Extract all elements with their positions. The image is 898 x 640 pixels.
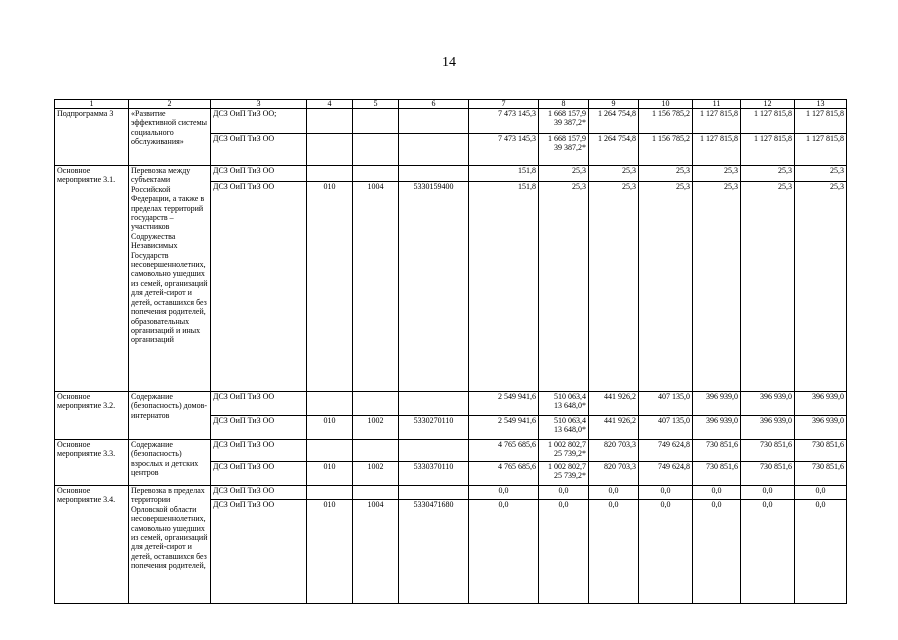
value-cell: 0,0	[639, 486, 693, 500]
table-row	[55, 166, 847, 182]
value-line: 1 002 802,7	[548, 462, 586, 471]
code-cell	[399, 440, 469, 462]
code-cell: 5330370110	[399, 462, 469, 486]
code-cell: 010	[307, 416, 353, 440]
code-cell	[353, 486, 399, 500]
executor-cell: ДСЗ ОиП ТиЗ ОО	[211, 462, 307, 486]
page-number: 14	[442, 55, 456, 70]
code-cell	[353, 166, 399, 182]
header-cell: 9	[589, 100, 639, 109]
event-title: Содержание (безопасность) домов-интернатов	[129, 392, 211, 440]
executor-cell: ДСЗ ОиП ТиЗ ОО	[211, 392, 307, 416]
value-cell: 25,3	[693, 166, 741, 182]
value-line: 13 648,0*	[554, 425, 586, 435]
value-cell: 1 127 815,8	[693, 134, 741, 166]
code-cell	[307, 392, 353, 416]
event-label: Основное мероприятие 3.1.	[55, 166, 129, 392]
program-title: «Развитие эффективной системы социального обслуживания»	[129, 109, 211, 166]
value-cell: 25,3	[589, 166, 639, 182]
value-cell: 4 765 685,6	[469, 462, 539, 486]
code-cell: 1002	[353, 416, 399, 440]
executor-cell: ДСЗ ОиП ТиЗ ОО	[211, 166, 307, 182]
value-cell: 1 264 754,8	[589, 134, 639, 166]
value-cell: 2 549 941,6	[469, 416, 539, 440]
value-cell: 4 765 685,6	[469, 440, 539, 462]
event-label: Основное мероприятие 3.4.	[55, 486, 129, 604]
budget-table	[54, 99, 847, 604]
value-cell: 1 156 785,2	[639, 109, 693, 134]
header-cell: 13	[795, 100, 847, 109]
value-cell: 151,8	[469, 182, 539, 392]
event-title: Содержание (безопасность) взрослых и детских центров	[129, 440, 211, 486]
value-cell	[539, 166, 589, 182]
executor-cell: ДСЗ ОиП ТиЗ ОО	[211, 182, 307, 392]
value-cell: 25,3	[693, 182, 741, 392]
value-cell: 441 926,2	[589, 392, 639, 416]
value-line: 25 739,2*	[554, 449, 586, 459]
value-cell: 1 264 754,8	[589, 109, 639, 134]
code-cell	[307, 486, 353, 500]
code-cell	[399, 134, 469, 166]
value-line: 0,0	[558, 486, 569, 495]
value-cell: 0,0	[795, 486, 847, 500]
executor-cell: ДСЗ ОиП ТиЗ ОО	[211, 500, 307, 604]
value-cell: 7 473 145,3	[469, 134, 539, 166]
value-cell: 1 127 815,8	[741, 109, 795, 134]
value-cell: 730 851,6	[795, 462, 847, 486]
code-cell	[399, 109, 469, 134]
table-row	[55, 109, 847, 134]
event-title: Перевозка между субъектами Российской Федерации, а также в пределах территорий государств – участников Содружества Независимых Государств несовершеннолетних, самовольно ушедших из семей, организаций для детей-сирот и детей, оставшихся без попечения родителей, образовательных организаций и иных организаций	[129, 166, 211, 392]
code-cell	[399, 392, 469, 416]
code-cell: 5330270110	[399, 416, 469, 440]
value-line: 510 063,4	[554, 392, 586, 401]
table-row	[55, 392, 847, 416]
value-line: 39 387,2*	[554, 118, 586, 128]
value-cell: 2 549 941,6	[469, 392, 539, 416]
header-cell: 7	[469, 100, 539, 109]
value-cell: 820 703,3	[589, 462, 639, 486]
value-cell: 441 926,2	[589, 416, 639, 440]
value-cell	[539, 182, 589, 392]
header-cell: 1	[55, 100, 129, 109]
value-cell: 0,0	[469, 486, 539, 500]
code-cell	[307, 109, 353, 134]
code-cell: 010	[307, 182, 353, 392]
header-cell: 10	[639, 100, 693, 109]
value-cell	[539, 486, 589, 500]
code-cell	[353, 109, 399, 134]
code-cell: 1002	[353, 462, 399, 486]
executor-cell: ДСЗ ОиП ТиЗ ОО	[211, 134, 307, 166]
value-cell: 396 939,0	[693, 416, 741, 440]
code-cell	[307, 166, 353, 182]
value-cell	[539, 392, 589, 416]
value-line: 25 739,2*	[554, 471, 586, 481]
code-cell	[353, 392, 399, 416]
value-line: 1 668 157,9	[548, 134, 586, 143]
value-cell: 0,0	[639, 500, 693, 604]
value-cell: 1 127 815,8	[741, 134, 795, 166]
value-cell: 730 851,6	[693, 462, 741, 486]
event-title: Перевозка в пределах территории Орловской области несовершеннолетних, самовольно ушедших из семей, организаций для детей-сирот и детей, оставшихся без попечения родителей,	[129, 486, 211, 604]
code-cell: 1004	[353, 182, 399, 392]
value-cell: 396 939,0	[795, 392, 847, 416]
value-cell: 25,3	[639, 166, 693, 182]
header-cell: 8	[539, 100, 589, 109]
value-cell: 396 939,0	[741, 416, 795, 440]
value-cell: 730 851,6	[741, 462, 795, 486]
code-cell	[353, 440, 399, 462]
code-cell: 5330471680	[399, 500, 469, 604]
value-cell: 1 127 815,8	[795, 134, 847, 166]
value-line: 13 648,0*	[554, 401, 586, 411]
value-cell: 396 939,0	[693, 392, 741, 416]
value-line: 25,3	[572, 166, 586, 175]
value-cell: 0,0	[589, 500, 639, 604]
value-cell	[539, 134, 589, 166]
value-cell: 730 851,6	[795, 440, 847, 462]
value-cell: 1 156 785,2	[639, 134, 693, 166]
header-cell: 4	[307, 100, 353, 109]
code-cell	[307, 440, 353, 462]
value-cell: 25,3	[795, 166, 847, 182]
executor-cell: ДСЗ ОиП ТиЗ ОО	[211, 486, 307, 500]
value-cell: 1 127 815,8	[693, 109, 741, 134]
code-cell: 1004	[353, 500, 399, 604]
value-cell: 0,0	[741, 500, 795, 604]
value-line: 0,0	[558, 500, 569, 509]
value-cell: 0,0	[741, 486, 795, 500]
value-cell: 749 624,8	[639, 462, 693, 486]
value-cell: 396 939,0	[741, 392, 795, 416]
value-cell: 396 939,0	[795, 416, 847, 440]
header-cell: 6	[399, 100, 469, 109]
code-cell: 5330159400	[399, 182, 469, 392]
table-row	[55, 486, 847, 500]
code-cell	[353, 134, 399, 166]
event-label: Основное мероприятие 3.2.	[55, 392, 129, 440]
value-cell: 0,0	[795, 500, 847, 604]
value-cell	[539, 109, 589, 134]
value-cell: 407 135,0	[639, 416, 693, 440]
header-row	[55, 100, 847, 109]
value-line: 1 668 157,9	[548, 109, 586, 118]
value-cell	[539, 500, 589, 604]
value-cell: 25,3	[589, 182, 639, 392]
event-label: Основное мероприятие 3.3.	[55, 440, 129, 486]
value-cell: 7 473 145,3	[469, 109, 539, 134]
code-cell	[399, 486, 469, 500]
value-cell: 730 851,6	[741, 440, 795, 462]
value-cell: 0,0	[469, 500, 539, 604]
executor-cell: ДСЗ ОиП ТиЗ ОО;	[211, 109, 307, 134]
value-line: 39 387,2*	[554, 143, 586, 153]
value-line: 25,3	[572, 182, 586, 191]
value-cell: 1 127 815,8	[795, 109, 847, 134]
header-cell: 5	[353, 100, 399, 109]
executor-cell: ДСЗ ОиП ТиЗ ОО	[211, 440, 307, 462]
value-cell: 25,3	[639, 182, 693, 392]
program-label: Подпрограмма 3	[55, 109, 129, 166]
value-cell	[539, 416, 589, 440]
code-cell: 010	[307, 500, 353, 604]
header-cell: 2	[129, 100, 211, 109]
code-cell	[399, 166, 469, 182]
value-cell: 749 624,8	[639, 440, 693, 462]
value-cell: 0,0	[693, 500, 741, 604]
header-cell: 12	[741, 100, 795, 109]
table-row	[55, 440, 847, 462]
value-cell: 820 703,3	[589, 440, 639, 462]
value-cell: 25,3	[741, 182, 795, 392]
value-cell: 730 851,6	[693, 440, 741, 462]
value-cell	[539, 440, 589, 462]
value-cell: 25,3	[741, 166, 795, 182]
value-line: 1 002 802,7	[548, 440, 586, 449]
header-cell: 11	[693, 100, 741, 109]
value-cell: 0,0	[693, 486, 741, 500]
code-cell	[307, 134, 353, 166]
header-cell: 3	[211, 100, 307, 109]
value-line: 510 063,4	[554, 416, 586, 425]
value-cell	[539, 462, 589, 486]
value-cell: 151,8	[469, 166, 539, 182]
value-cell: 25,3	[795, 182, 847, 392]
value-cell: 407 135,0	[639, 392, 693, 416]
value-cell: 0,0	[589, 486, 639, 500]
executor-cell: ДСЗ ОиП ТиЗ ОО	[211, 416, 307, 440]
code-cell: 010	[307, 462, 353, 486]
